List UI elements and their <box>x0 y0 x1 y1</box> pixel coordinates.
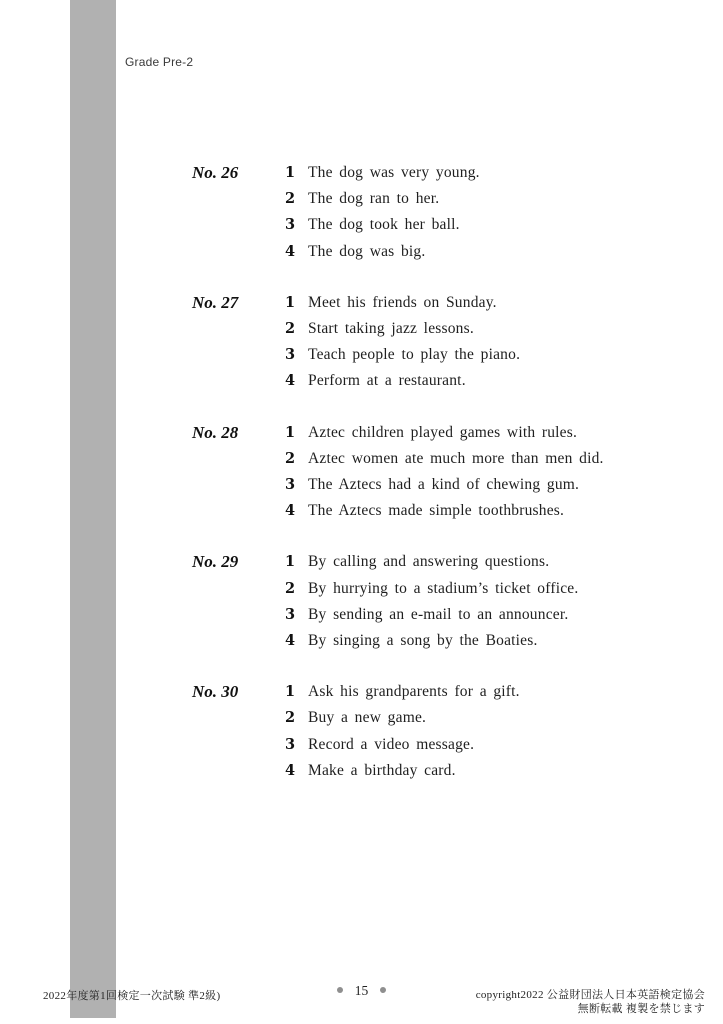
option-number: 1 <box>285 293 296 311</box>
option-text: The Aztecs had a kind of chewing gum. <box>308 476 580 494</box>
answer-option <box>285 186 672 212</box>
question-block <box>192 679 672 784</box>
page-number-left-dot <box>337 987 343 993</box>
copyright-line2: 無断転載 複製を禁じます <box>577 1002 705 1015</box>
option-text: Teach people to play the piano. <box>308 346 521 364</box>
option-number: 4 <box>285 372 296 390</box>
option-number: 3 <box>285 476 296 494</box>
question-number-label: No. 26 <box>192 163 239 182</box>
options-list <box>192 290 672 395</box>
answer-option <box>285 732 672 758</box>
option-number: 1 <box>285 423 296 441</box>
answer-option <box>285 758 672 784</box>
answer-option <box>285 679 672 705</box>
answer-option <box>285 602 672 628</box>
option-text: Aztec children played games with rules. <box>308 423 578 441</box>
option-text: Perform at a restaurant. <box>308 372 466 390</box>
page-number-right-dot <box>380 987 386 993</box>
questions-section <box>192 160 672 809</box>
answer-option <box>285 549 672 575</box>
option-text: Meet his friends on Sunday. <box>308 293 497 311</box>
option-text: Buy a new game. <box>308 709 427 727</box>
option-text: Start taking jazz lessons. <box>308 320 474 338</box>
option-text: By sending an e-mail to an announcer. <box>308 605 569 623</box>
option-text: The dog was very young. <box>308 164 480 181</box>
options-list <box>192 420 672 525</box>
option-text: The dog took her ball. <box>308 216 460 234</box>
answer-option <box>285 446 672 472</box>
question-number-label: No. 29 <box>192 552 239 572</box>
options-list <box>192 679 672 784</box>
question-number-label: No. 27 <box>192 292 239 312</box>
option-text: Make a birthday card. <box>308 761 456 779</box>
answer-option <box>285 628 672 654</box>
option-number: 4 <box>285 502 296 520</box>
question-block <box>192 290 672 395</box>
option-number: 3 <box>285 735 296 753</box>
option-number: 1 <box>285 164 296 181</box>
option-number: 3 <box>285 605 296 623</box>
answer-option <box>285 498 672 524</box>
question-number-label: No. 30 <box>192 682 239 702</box>
option-text: The dog ran to her. <box>308 190 440 208</box>
grade-label: Grade Pre-2 <box>125 55 194 69</box>
option-text: By hurrying to a stadium’s ticket office. <box>308 579 579 597</box>
option-number: 1 <box>285 553 296 571</box>
option-number: 2 <box>285 190 296 208</box>
answer-option <box>285 705 672 731</box>
footer-exam-info: 2022年度第1回検定一次試験 準2級) <box>43 990 221 1002</box>
option-number: 4 <box>285 632 296 650</box>
option-text: The dog was big. <box>308 242 426 260</box>
question-block <box>192 420 672 525</box>
answer-option <box>285 239 672 265</box>
answer-option <box>285 290 672 316</box>
options-list <box>192 160 672 265</box>
option-number: 4 <box>285 761 296 779</box>
answer-option <box>285 212 672 238</box>
option-number: 2 <box>285 320 296 338</box>
question-number-label: No. 28 <box>192 422 239 442</box>
copyright-block <box>476 989 705 1016</box>
answer-option <box>285 160 672 186</box>
option-number: 3 <box>285 346 296 364</box>
option-number: 2 <box>285 579 296 597</box>
answer-option <box>285 316 672 342</box>
option-text: Record a video message. <box>308 735 475 753</box>
answer-option <box>285 420 672 446</box>
option-number: 2 <box>285 449 296 467</box>
left-margin-bar <box>70 0 116 1018</box>
answer-option <box>285 342 672 368</box>
option-number: 2 <box>285 709 296 727</box>
question-block <box>192 549 672 654</box>
copyright-line1: copyright2022 公益財団法人日本英語検定協会 <box>475 989 705 1001</box>
option-text: By singing a song by the Boaties. <box>308 632 538 650</box>
option-text: The Aztecs made simple toothbrushes. <box>308 502 565 520</box>
options-list <box>192 549 672 654</box>
option-text: Aztec women ate much more than men did. <box>308 449 604 467</box>
option-number: 4 <box>285 242 296 260</box>
page-number: 15 <box>354 983 369 998</box>
option-number: 3 <box>285 216 296 234</box>
answer-option <box>285 576 672 602</box>
answer-option <box>285 472 672 498</box>
question-block <box>192 160 672 265</box>
option-text: Ask his grandparents for a gift. <box>308 683 520 701</box>
option-text: By calling and answering questions. <box>308 553 550 571</box>
option-number: 1 <box>285 683 296 701</box>
answer-option <box>285 368 672 394</box>
